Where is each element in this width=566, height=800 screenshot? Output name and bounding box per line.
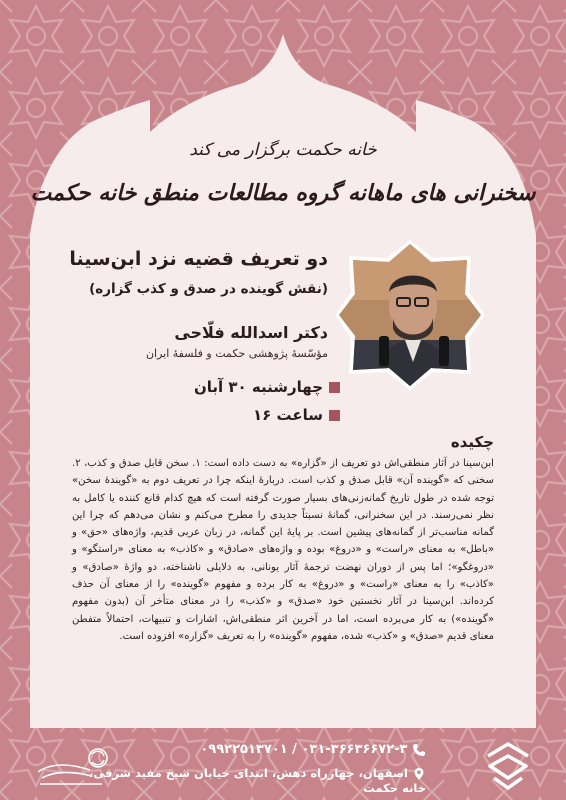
location-pin-icon xyxy=(412,767,426,781)
schedule-day: چهارشنبه ۳۰ آبان xyxy=(193,378,323,396)
organizer-line: خانه حکمت برگزار می کند xyxy=(189,140,377,160)
talk-title: دو تعریف قضیه نزد ابن‌سینا xyxy=(69,248,328,270)
talk-subtitle: (نقش گوینده در صدق و کذب گزاره) xyxy=(89,281,328,297)
speaker-photo xyxy=(335,240,485,390)
address-text: اصفهان، چهارراه دهش، ابتدای خیابان شیخ مفید شرقی، خانه حکمت xyxy=(89,766,426,795)
square-bullet-icon xyxy=(329,382,340,393)
phone-icon xyxy=(412,743,426,757)
speaker-name: دکتر اسدالله فلّاحی xyxy=(174,323,328,342)
footer-phone xyxy=(86,742,426,757)
abstract-body: ابن‌سینا در آثار منطقی‌اش دو تعریف از «گزاره» به دست داده است: ۱. سخن قابل صدق و کذب، ۲. سخنی که «گوینده آن» قابل صدق و کذب است. دربارهٔ اینکه چرا در تعریف دوم به «گویندهٔ سخن» توجه شده در طول تاریخ گمانه‌زنی‌های بسیار صورت گرفته است که هیچ کدام قانع کننده یا کامل به نظر نمی‌رسند. در این سخنرانی، گمانهٔ نسبتاً جدیدی را مطرح می‌کنم و نشان می‌دهم که چرا این گمانه مناسب‌تر از گمانه‌های پیشین است. بر پایهٔ این گمانه، در زبان عربی قدیم، واژه‌های «حق» و «باطل» به معنای «راست» و «دروغ» بوده و واژه‌های «صادق» و «کاذب» به معنای «راستگو» و «دروغگو»؛ اما پس از دوران نهضت ترجمهٔ آثار یونانی، به دلایلی ناشناخته، دو واژهٔ «صادق» و «کاذب» را به معنای «راست» و «دروغ» به کار برده و مفهوم «گوینده» را از معنای آن حذف کرده‌اند. ابن‌سینا در آثار نخستین خود «صدق» و «کذب» را در معنای متأخر آن (بدون مفهوم «گوینده») به کار می‌برده است، اما در آخرین اثر منطقی‌اش، اشارات و تنبیهات، احتمالاً متفطن معنای قدیم «صدق» و «کذب» شده، مفهوم «گوینده» را به تعریف «گزاره» افزوده است. xyxy=(72,458,494,642)
schedule-time: ساعت ۱۶ xyxy=(252,406,323,424)
phone-text: ۰۳۱-۳۶۶۳۶۶۷۲-۳ / ۰۹۹۲۲۵۱۳۷۰۱ xyxy=(200,742,408,757)
series-title: سخنرانی های ماهانه گروه مطالعات منطق خانه حکمت xyxy=(30,180,536,206)
speaker-institution: مؤسّسهٔ پژوهشی حکمت و فلسفهٔ ایران xyxy=(145,347,328,360)
footer-address xyxy=(86,766,426,795)
cultural-center-logo xyxy=(32,742,116,792)
square-bullet-icon xyxy=(329,410,340,421)
schedule-time-row xyxy=(140,406,340,424)
khaneh-hekmat-logo xyxy=(480,738,536,794)
schedule-day-row xyxy=(140,378,340,396)
abstract-heading: چکیده xyxy=(450,433,494,451)
